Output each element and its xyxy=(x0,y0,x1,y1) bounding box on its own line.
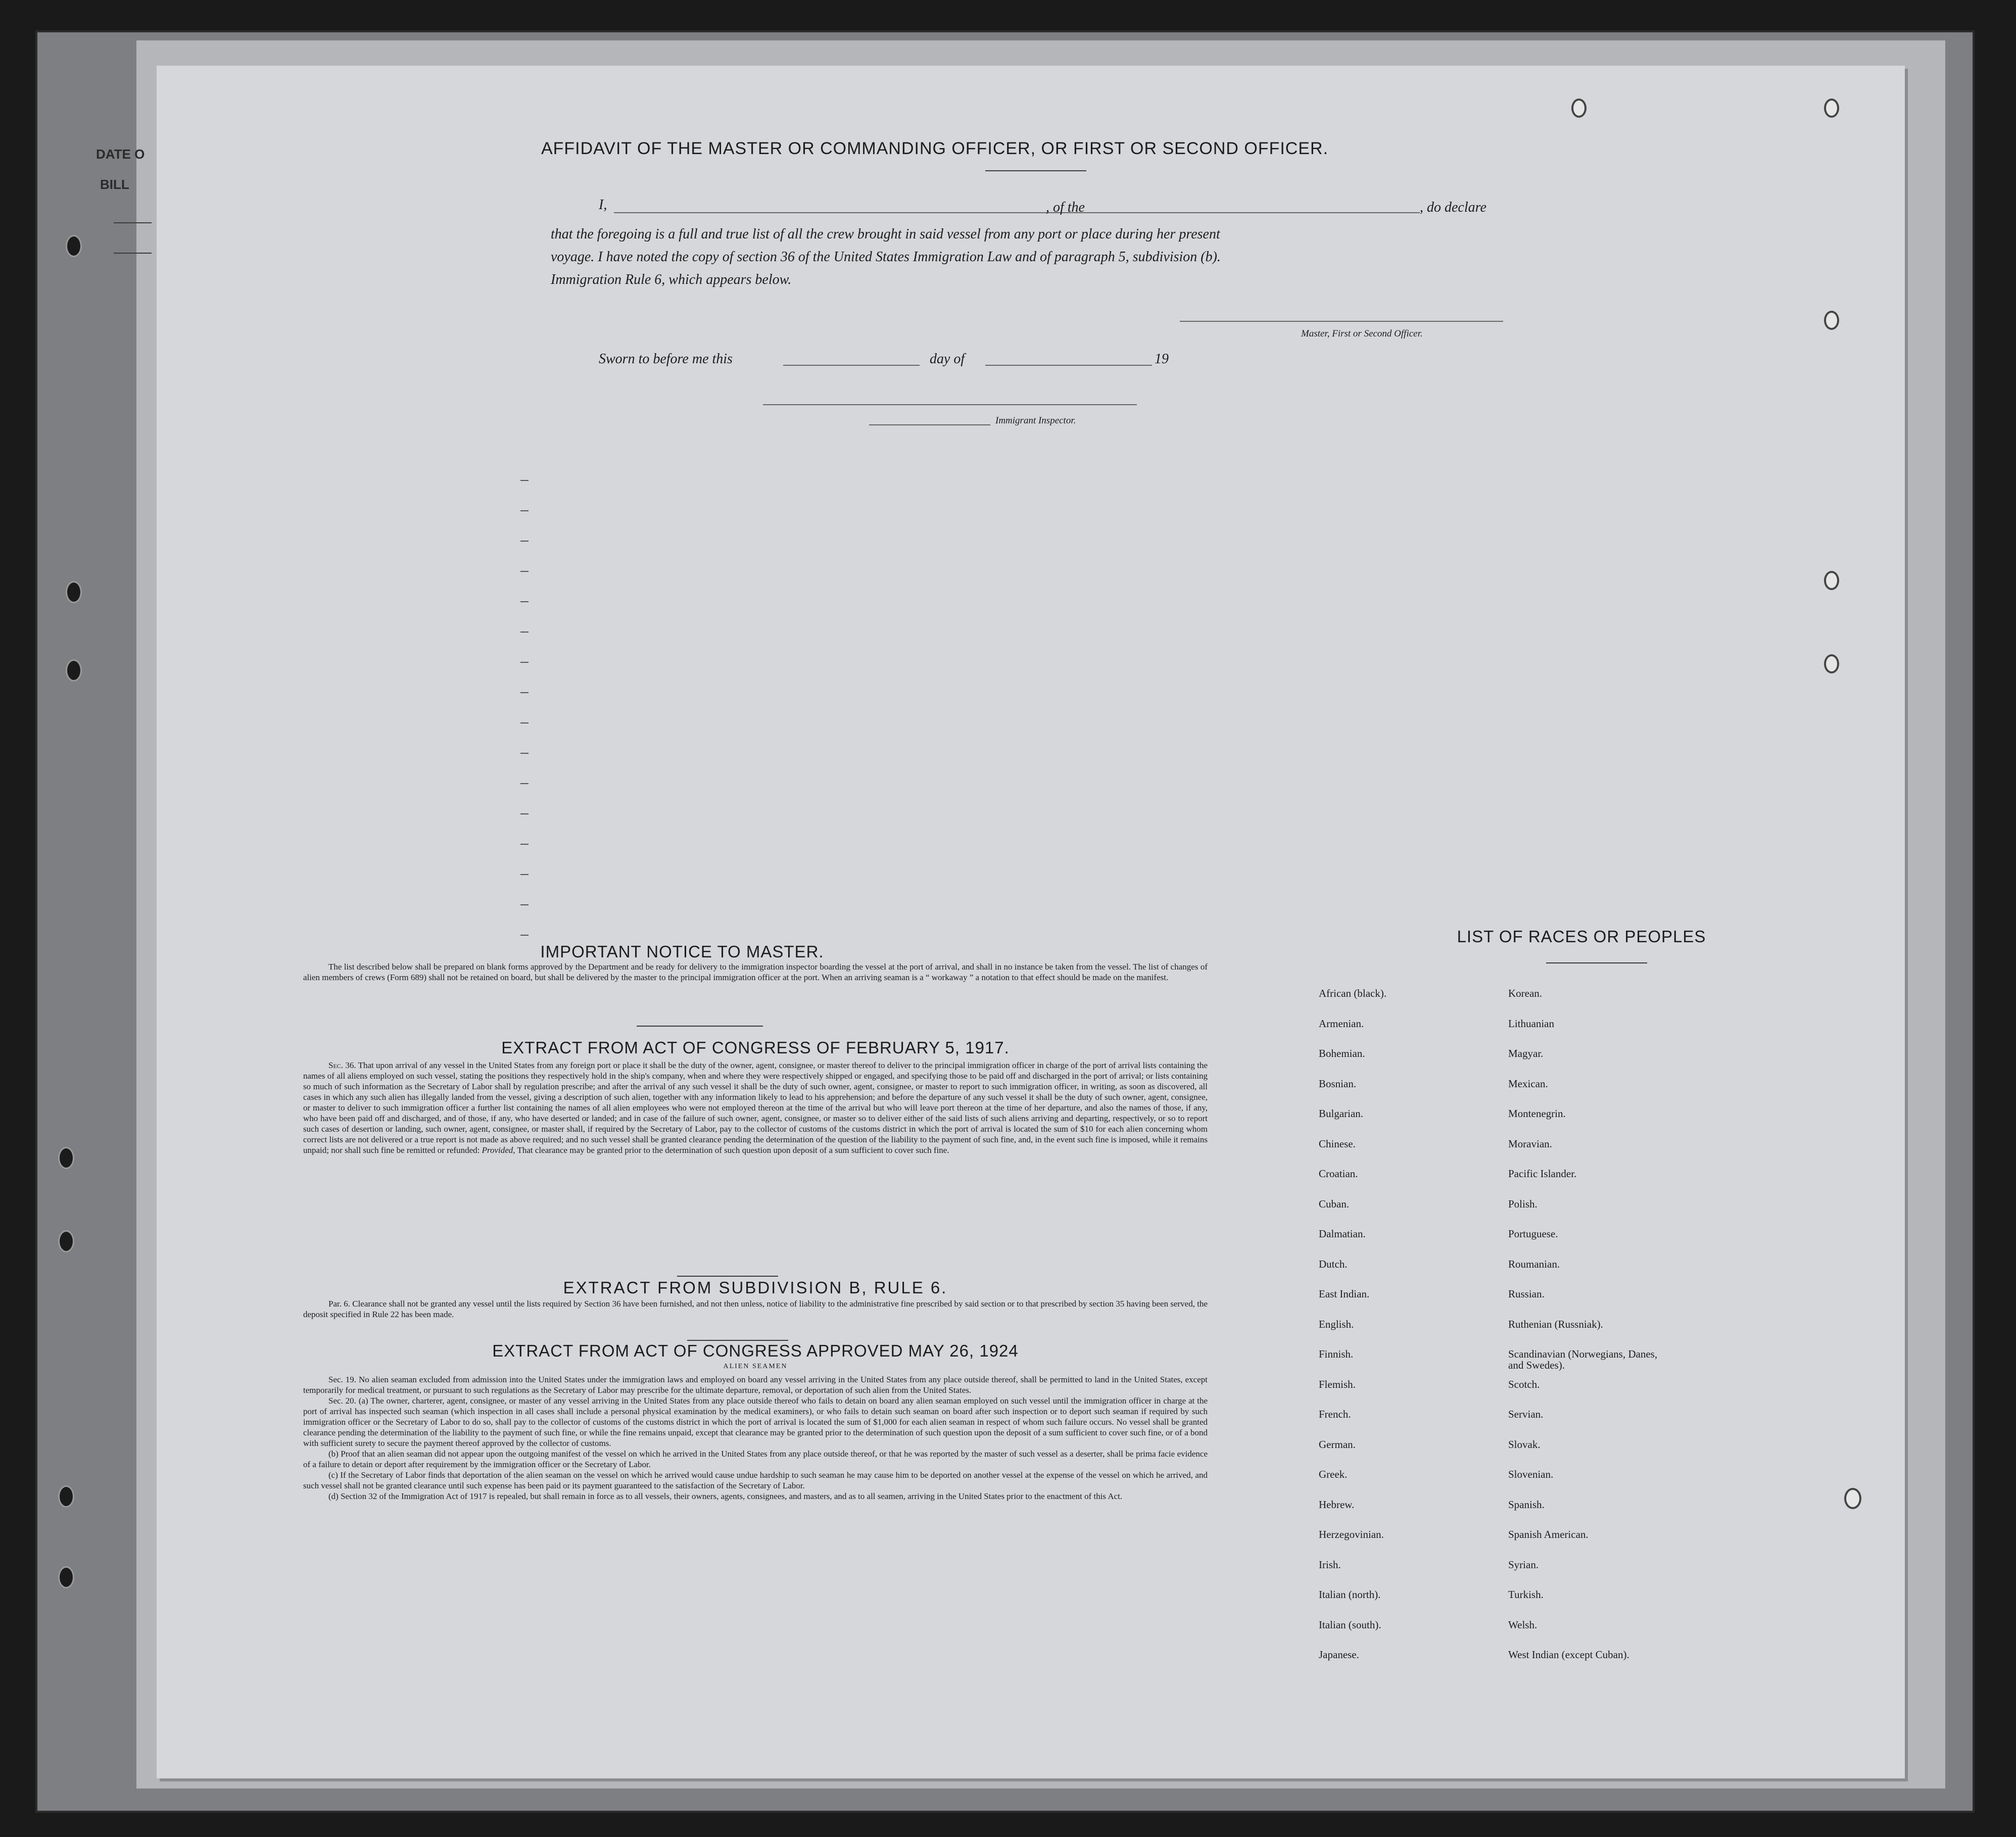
extract-1924-title: EXTRACT FROM ACT OF CONGRESS APPROVED MAY 26, 1924 xyxy=(492,1341,1019,1360)
race-item: Scandinavian (Norwegians, Danes, and Swedes). xyxy=(1508,1348,1658,1371)
race-item: Welsh. xyxy=(1508,1618,1538,1631)
of-the-label: , of the xyxy=(1046,200,1085,215)
margin-dash xyxy=(520,874,529,875)
sworn-day-field[interactable] xyxy=(783,365,920,366)
race-item: French. xyxy=(1319,1408,1351,1420)
race-item: Italian (south). xyxy=(1319,1618,1381,1631)
race-item: Slovenian. xyxy=(1508,1468,1554,1480)
extract-1924-text xyxy=(303,1374,1208,1502)
inspector-signature-field[interactable] xyxy=(763,404,1137,405)
race-item: Spanish American. xyxy=(1508,1528,1589,1540)
race-item: Cuban. xyxy=(1319,1197,1350,1210)
form-page xyxy=(157,66,1905,1778)
race-item: Pacific Islander. xyxy=(1508,1168,1577,1180)
inspector-label: Immigrant Inspector. xyxy=(995,415,1076,426)
margin-dash xyxy=(520,844,529,845)
punch-hole xyxy=(58,1230,74,1252)
punch-hole xyxy=(1824,311,1839,330)
vessel-name-field[interactable] xyxy=(1107,212,1420,213)
title-underline xyxy=(985,170,1086,171)
margin-dash xyxy=(520,632,529,633)
race-item: Dalmatian. xyxy=(1319,1228,1366,1240)
race-item: East Indian. xyxy=(1319,1288,1370,1300)
margin-dash xyxy=(520,692,529,693)
do-declare-label: , do declare xyxy=(1420,200,1486,215)
sec-20d-paragraph: (d) Section 32 of the Immigration Act of 1917 is repealed, but shall remain in force as to all vessels, their owners, agents, consignees, and masters, and as to all seamen, arriving in the United States prior to the enactment of this Act. xyxy=(328,1491,1123,1501)
punch-hole xyxy=(1844,1488,1861,1509)
margin-dash xyxy=(520,662,529,663)
margin-rule xyxy=(114,253,152,254)
race-item: Spanish. xyxy=(1508,1498,1545,1511)
race-item: Lithuanian xyxy=(1508,1017,1554,1030)
punch-hole xyxy=(66,235,82,257)
punch-hole xyxy=(58,1485,74,1508)
section-divider xyxy=(687,1340,788,1341)
race-item: Bohemian. xyxy=(1319,1047,1365,1059)
affidavit-line-3: voyage. I have noted the copy of section 36 of the United States Immigration Law and of paragraph 5, subdivision (b). xyxy=(551,249,1221,265)
margin-dash xyxy=(520,510,529,511)
day-of-label: day of xyxy=(930,351,965,367)
margin-dash xyxy=(520,480,529,481)
race-item: Scotch. xyxy=(1508,1378,1540,1390)
inspector-signature-subfield[interactable] xyxy=(869,424,990,425)
race-item: Servian. xyxy=(1508,1408,1544,1420)
race-item: Slovak. xyxy=(1508,1438,1541,1451)
race-item: Ruthenian (Russniak). xyxy=(1508,1318,1603,1330)
sworn-label: Sworn to before me this xyxy=(599,351,733,367)
margin-dash xyxy=(520,722,529,723)
section-number: Sec. 36. xyxy=(328,1060,356,1070)
sec-20b-paragraph: (b) Proof that an alien seaman did not appear upon the outgoing manifest of the vessel on which he arrived in the United States from any place outside thereof, or that he was reported by the master of such vessel as a deserter, shall be prima facie evidence of a failure to detain or deport after requirement by the immigration officer or the Secretary of Labor. xyxy=(303,1449,1208,1469)
race-item: Finnish. xyxy=(1319,1348,1354,1360)
race-item: Armenian. xyxy=(1319,1017,1364,1030)
extract-1917-text xyxy=(303,1060,1208,1155)
margin-dash xyxy=(520,783,529,784)
subdivision-paragraph: Par. 6. Clearance shall not be granted any vessel until the lists required by Section 36 have been furnished, and not then unless, notice of liability to the administrative fine prescribed by said section or to that prescribed by section 35 having been served, the deposit specified in Rule 22 has been made. xyxy=(303,1299,1208,1319)
race-item: Korean. xyxy=(1508,987,1543,999)
races-right-column xyxy=(1508,988,1675,1679)
master-signature-label: Master, First or Second Officer. xyxy=(1301,328,1423,339)
master-signature-field[interactable] xyxy=(1180,321,1503,322)
race-item: Roumanian. xyxy=(1508,1258,1560,1270)
title-underline xyxy=(1546,962,1647,963)
race-item: Bulgarian. xyxy=(1319,1107,1364,1120)
affidavit-line-4: Immigration Rule 6, which appears below. xyxy=(551,272,792,287)
punch-hole xyxy=(66,581,82,603)
sworn-month-field[interactable] xyxy=(985,365,1152,366)
sec-20c-paragraph: (c) If the Secretary of Labor finds that deportation of the alien seaman on the vessel on which he arrived would cause undue hardship to such seaman he may cause him to be deported on another vessel at the expense of the vessel on which he arrived, and such vessel shall not be granted clearance until such expense has been paid or its payment guaranteed to the satisfaction of the Secretary of Labor. xyxy=(303,1470,1208,1490)
punch-hole xyxy=(66,659,82,682)
race-item: Moravian. xyxy=(1508,1137,1552,1150)
notice-paragraph: The list described below shall be prepared on blank forms approved by the Department and be ready for delivery to the immigration inspector boarding the vessel at the port of arrival, and shall in no instance be taken from the vessel. The list of changes of alien members of crews (Form 689) shall not be retained on board, but shall be delivered by the master to the principal immigration officer at the port. When an arriving seaman is a “ workaway ” a notation to that effect should be made on the manifest. xyxy=(303,962,1208,982)
sec-19-paragraph: Sec. 19. No alien seaman excluded from admission into the United States under the immigration laws and employed on board any vessel arriving in the United States from any place outside thereof, shall be permitted to land in the United States, except temporarily for medical treatment, or pursuant to such regulations as the Secretary of Labor may prescribe for the ultimate departure, removal, or deportation of such alien from the United States. xyxy=(303,1375,1208,1395)
race-item: Dutch. xyxy=(1319,1258,1348,1270)
section-divider xyxy=(677,1276,778,1277)
punch-hole xyxy=(58,1566,74,1588)
margin-bill-label: BILL xyxy=(100,177,129,192)
race-item: Portuguese. xyxy=(1508,1228,1558,1240)
races-title: LIST OF RACES OR PEOPLES xyxy=(1457,927,1706,946)
punch-hole xyxy=(1824,571,1839,590)
alien-seamen-subtitle: ALIEN SEAMEN xyxy=(723,1363,788,1370)
margin-dash xyxy=(520,935,529,936)
race-item: English. xyxy=(1319,1318,1354,1330)
margin-dash xyxy=(520,601,529,602)
margin-dash xyxy=(520,813,529,814)
section-divider xyxy=(637,1026,763,1027)
subdivision-text xyxy=(303,1298,1208,1320)
margin-dash xyxy=(520,753,529,754)
race-item: Herzegovinian. xyxy=(1319,1528,1384,1540)
race-item: Irish. xyxy=(1319,1558,1341,1571)
extract-1917-title: EXTRACT FROM ACT OF CONGRESS OF FEBRUARY 5, 1917. xyxy=(501,1038,1010,1057)
race-item: German. xyxy=(1319,1438,1356,1451)
race-item: Syrian. xyxy=(1508,1558,1539,1571)
race-item: Mexican. xyxy=(1508,1077,1548,1090)
race-item: West Indian (except Cuban). xyxy=(1508,1649,1629,1661)
section-36-text: That upon arrival of any vessel in the United States from any foreign port or place it shall be the duty of the owner, agent, consignee, or master thereof to deliver to the principal immigration officer in charge of the port of arrival lists containing the names of all aliens employed on such vessel, stating the positions they respectively hold in the ship's company, when and where they were respectively shipped or engaged, and specifying those to be paid off and discharged in the port of arrival; or lists containing so much of such information as the Secretary of Labor shall by regulation prescribe; and after the arrival of any such vessel it shall be the duty of such owner, agent, consignee, or master to report to such immigration officer, in writing, as soon as discovered, all cases in which any such alien has illegally landed from the vessel, giving a description of such alien, together with any information likely to lead to his apprehension; and before the departure of any such vessel it shall be the duty of such owner, agent, consignee, or master to deliver to such immigration officer a further list containing the names of all alien employees who were not employed thereon at the time of the arrival but who will leave port thereon at the time of her departure, and also the names of those, if any, who have been paid off and discharged, and of those, if any, who have deserted or landed; and in case of the failure of such owner, agent, consignee, or master so to deliver either of the said lists of such aliens arriving and departing, respectively, or so to report such cases of desertion or landing, such owner, agent, consignee, or master shall, if required by the Secretary of Labor, pay to the collector of customs of the customs district in which the port of arrival is located the sum of $10 for each alien concerning whom correct lists are not delivered or a true report is not made as above required; and no such vessel shall be granted clearance pending the determination of the question of the liability to the payment of such fine, and, in the event such fine is imposed, while it remains unpaid; nor shall such fine be remitted or refunded: xyxy=(303,1060,1208,1155)
race-item: Japanese. xyxy=(1319,1649,1359,1661)
race-item: Bosnian. xyxy=(1319,1077,1357,1090)
subdivision-title: EXTRACT FROM SUBDIVISION B, RULE 6. xyxy=(563,1278,948,1297)
race-item: Italian (north). xyxy=(1319,1588,1381,1601)
margin-date-label: DATE O xyxy=(96,147,145,162)
punch-hole xyxy=(58,1147,74,1169)
race-item: Flemish. xyxy=(1319,1378,1356,1390)
race-item: Chinese. xyxy=(1319,1137,1356,1150)
affidavit-line-2: that the foregoing is a full and true list of all the crew brought in said vessel from any port or place during her present xyxy=(551,226,1220,242)
year-label: 19 xyxy=(1155,351,1169,367)
races-left-column xyxy=(1319,988,1386,1679)
section-36-text-end: That clearance may be granted prior to the determination of such question upon deposit of a sum sufficient to cover such fine. xyxy=(517,1145,949,1155)
notice-title: IMPORTANT NOTICE TO MASTER. xyxy=(540,942,824,961)
punch-hole xyxy=(1571,99,1587,118)
race-item: Polish. xyxy=(1508,1197,1538,1210)
race-item: Turkish. xyxy=(1508,1588,1544,1601)
race-item: Magyar. xyxy=(1508,1047,1544,1059)
provided-word: Provided, xyxy=(482,1145,515,1155)
punch-hole xyxy=(1824,99,1839,118)
margin-dash xyxy=(520,571,529,572)
margin-dash xyxy=(520,541,529,542)
race-item: Hebrew. xyxy=(1319,1498,1355,1511)
race-item: African (black). xyxy=(1319,987,1387,999)
affiant-label: I, xyxy=(599,197,607,213)
margin-rule xyxy=(114,222,152,223)
margin-dash xyxy=(520,904,529,905)
sec-20a-paragraph: Sec. 20. (a) The owner, charterer, agent, consignee, or master of any vessel arriving in the United States from any place outside thereof who fails to detain on board any alien seaman employed on such vessel until the immigration officer in charge at the port of arrival has inspected such seaman (which inspection in all cases shall include a personal physical examination by the medical examiners), or who fails to detain such seaman on board after such inspection or to deport such seaman if required by such immigration officer or the Secretary of Labor to do so, shall pay to the collector of customs of the customs district in which the port of arrival is located the sum of $1,000 for each alien seaman in respect of whom such failure occurs. No vessel shall be granted clearance pending the determination of the liability to the payment of such fine, or while the fine remains unpaid, except that clearance may be granted prior to the determination of such question upon the deposit of a sum sufficient to cover such fine, or of a bond with sufficient surety to secure the payment thereof approved by the collector of customs. xyxy=(303,1396,1208,1448)
race-item: Russian. xyxy=(1508,1288,1545,1300)
race-item: Montenegrin. xyxy=(1508,1107,1566,1120)
affidavit-title: AFFIDAVIT OF THE MASTER OR COMMANDING OFFICER, OR FIRST OR SECOND OFFICER. xyxy=(541,139,1329,158)
race-item: Greek. xyxy=(1319,1468,1348,1480)
punch-hole xyxy=(1824,654,1839,673)
race-item: Croatian. xyxy=(1319,1168,1358,1180)
notice-text xyxy=(303,961,1208,983)
